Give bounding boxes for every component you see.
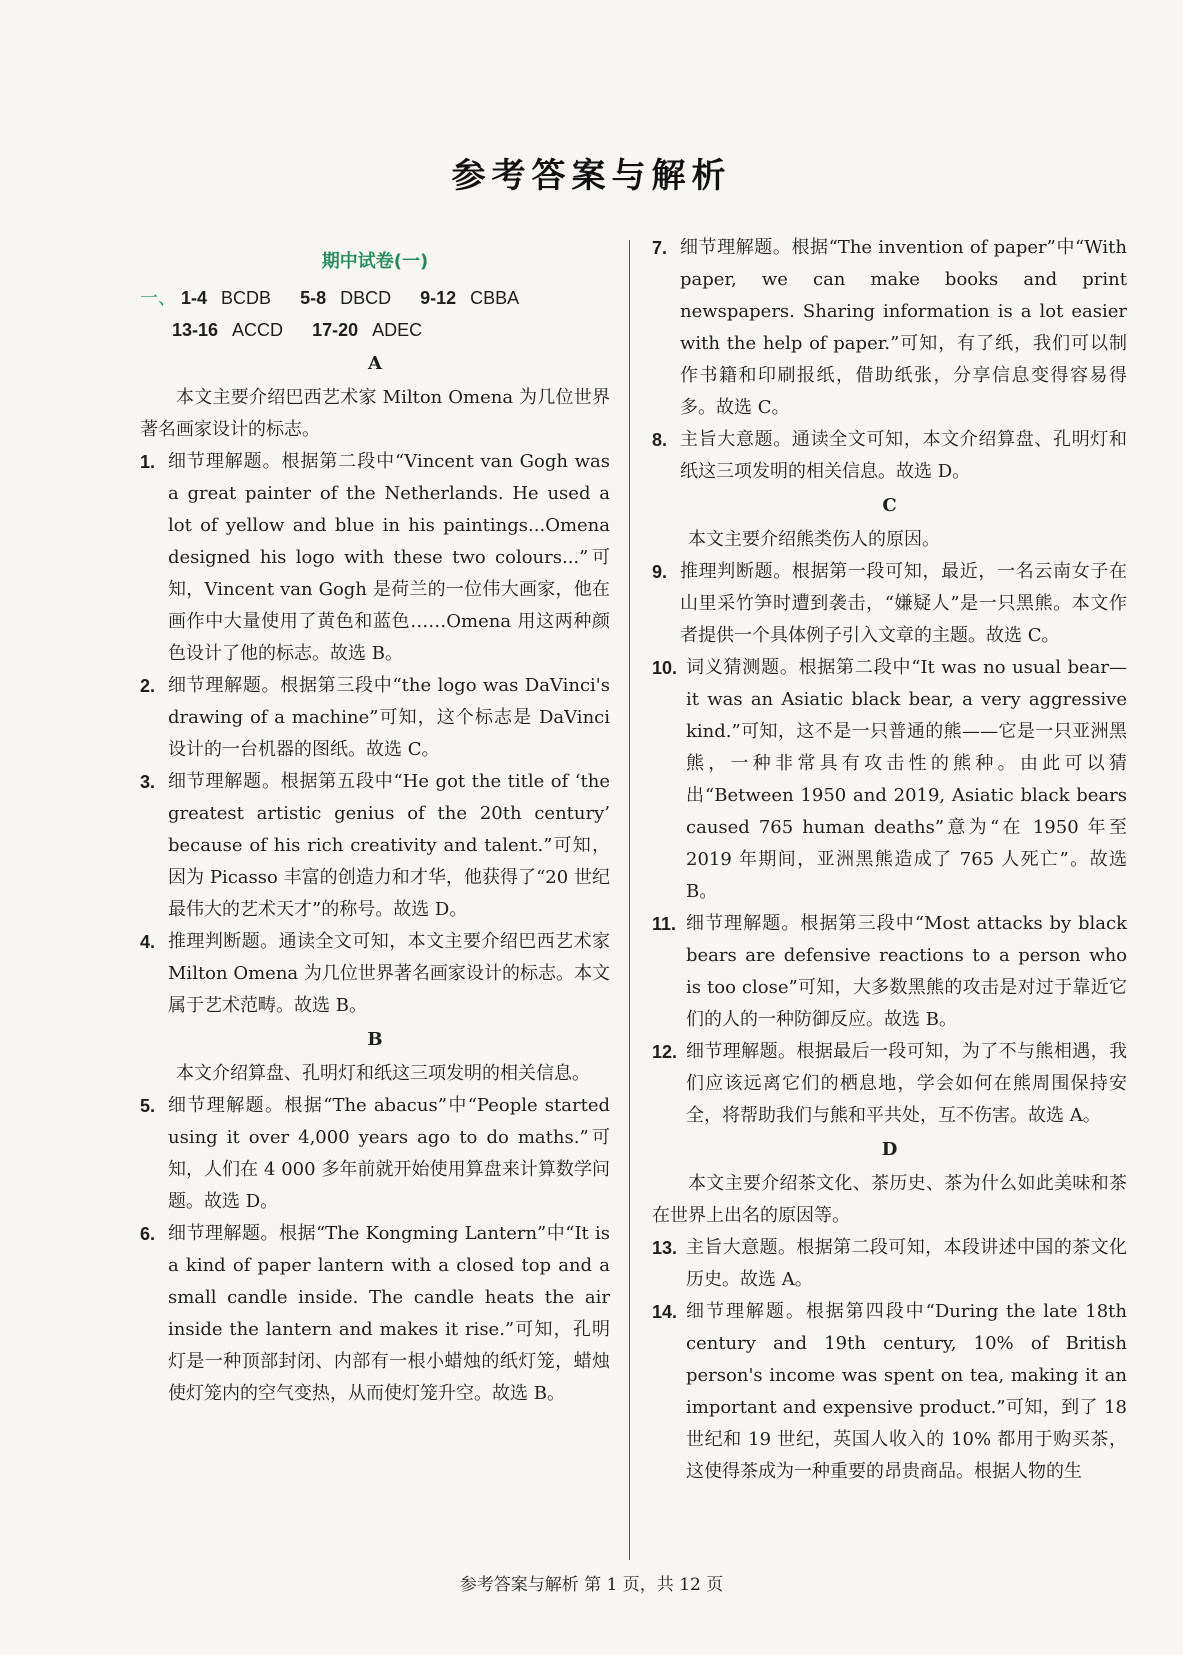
explanation-item [140,926,610,1022]
item-text: 细节理解题。根据“The abacus”中“People started using it over 4,000 years ago to do maths.”可知，人们在 4 000 多年前就开始使用算盘来计算数学问题。故选 D。 [168,1095,610,1212]
right-column [652,232,1127,1488]
item-number: 1. [140,452,156,472]
explanation-item [140,1090,610,1218]
item-text: 主旨大意题。根据第二段可知，本段讲述中国的茶文化历史。故选 A。 [686,1237,1127,1290]
answer-range: 13-16 [172,320,219,340]
passage-c-label: C [882,495,897,516]
item-text: 细节理解题。根据第五段中“He got the title of ‘the greatest artistic genius of the 20th century’ because of his rich creativity and talent.”可知，因为 Picasso 丰富的创造力和才华，他获得了“20 世纪最伟大的艺术天才”的称号。故选 D。 [168,771,610,920]
left-column [140,246,610,1410]
passage-d-intro: 本文主要介绍茶文化、茶历史、茶为什么如此美味和茶在世界上出名的原因等。 [652,1173,1127,1226]
section-title: 期中试卷(一) [321,251,429,272]
item-number: 5. [140,1096,156,1116]
item-text: 细节理解题。根据“The Kongming Lantern”中“It is a kind of paper lantern with a closed top and a small candle inside. The candle heats the air inside the lantern and makes it rise.”可知，孔明灯是一种顶部封闭、内部有一根小蜡烛的纸灯笼，蜡烛使灯笼内的空气变热，从而使灯笼升空。故选 B。 [168,1223,610,1404]
explanation-item [652,1296,1127,1488]
answer-value: CBBA [470,288,520,308]
explanation-item [652,556,1127,652]
item-text: 细节理解题。根据第四段中“During the late 18th century and 19th century, 10% of British person's income was spent on tea, making it an important and expensive product.”可知，到了 18 世纪和 19 世纪，英国人收入的 10% 都用于购买茶，这使得茶成为一种重要的昂贵商品。根据人物的生 [686,1301,1127,1482]
item-text: 细节理解题。根据最后一段可知，为了不与熊相遇，我们应该远离它们的栖息地，学会如何在熊周围保持安全，将帮助我们与熊和平共处，互不伤害。故选 A。 [686,1041,1127,1126]
answer-part-label: 一、 [140,288,176,308]
item-number: 9. [652,562,668,582]
item-text: 细节理解题。根据第三段中“Most attacks by black bears are defensive reactions to a person who is too close”可知，大多数黑熊的攻击是对过于靠近它们的人的一种防御反应。故选 B。 [686,913,1127,1030]
column-divider [629,240,630,1560]
explanation-item [652,652,1127,908]
item-text: 主旨大意题。通读全文可知，本文介绍算盘、孔明灯和纸这三项发明的相关信息。故选 D。 [680,429,1127,482]
answer-value: ADEC [372,320,423,340]
answer-range: 1-4 [181,288,208,308]
explanation-item [652,1036,1127,1132]
answer-row-2 [140,314,610,346]
item-text: 细节理解题。根据第三段中“the logo was DaVinci's drawing of a machine”可知，这个标志是 DaVinci 设计的一台机器的图纸。故选 C。 [168,675,610,760]
answer-range: 5-8 [300,288,327,308]
explanation-item [140,670,610,766]
answer-value: ACCD [232,320,284,340]
item-number: 3. [140,772,156,792]
passage-b-label: B [367,1029,383,1050]
answer-value: DBCD [340,288,392,308]
item-text: 推理判断题。根据第一段可知，最近，一名云南女子在山里采竹笋时遭到袭击，“嫌疑人”是一只黑熊。本文作者提供一个具体例子引入文章的主题。故选 C。 [680,561,1127,646]
item-text: 推理判断题。通读全文可知，本文主要介绍巴西艺术家 Milton Omena 为几位世界著名画家设计的标志。本文属于艺术范畴。故选 B。 [168,931,610,1016]
explanation-item [652,908,1127,1036]
explanation-item [652,424,1127,488]
item-text: 词义猜测题。根据第二段中“It was no usual bear—it was an Asiatic black bear, a very aggressive kind.”可知，这不是一只普通的熊——它是一只亚洲黑熊，一种非常具有攻击性的熊种。由此可以猜出“Between 1950 and 2019, Asiatic black bears caused 765 human deaths”意为“在 1950 年至 2019 年期间，亚洲黑熊造成了 765 人死亡”。故选 B。 [686,657,1127,902]
explanation-item [140,446,610,670]
passage-d-label: D [881,1139,898,1160]
item-number: 6. [140,1224,156,1244]
item-text: 细节理解题。根据第二段中“Vincent van Gogh was a great painter of the Netherlands. He used a lot of yellow and blue in his paintings...Omena designed his logo with these two colours...”可知，Vincent van Gogh 是荷兰的一位伟大画家，他在画作中大量使用了黄色和蓝色……Omena 用这两种颜色设计了他的标志。故选 B。 [168,451,610,664]
explanation-item [140,766,610,926]
answer-row-1 [140,282,610,314]
passage-a-label: A [368,353,382,374]
item-number: 11. [652,914,677,934]
item-text: 细节理解题。根据“The invention of paper”中“With paper, we can make books and print newspapers. Sharing information is a lot easier with the help of paper.”可知，有了纸，我们可以制作书籍和印刷报纸，借助纸张，分享信息变得容易得多。故选 C。 [680,237,1127,418]
answer-range: 9-12 [420,288,457,308]
item-number: 2. [140,676,156,696]
passage-b-intro: 本文介绍算盘、孔明灯和纸这三项发明的相关信息。 [176,1063,590,1084]
page-title: 参考答案与解析 [451,156,732,196]
item-number: 13. [652,1238,678,1258]
explanation-item [652,232,1127,424]
explanation-item [652,1232,1127,1296]
item-number: 4. [140,932,156,952]
item-number: 14. [652,1302,678,1322]
passage-c-intro: 本文主要介绍熊类伤人的原因。 [688,529,940,550]
item-number: 12. [652,1042,678,1062]
answer-value: BCDB [221,288,272,308]
item-number: 8. [652,430,668,450]
explanation-item [140,1218,610,1410]
page-footer: 参考答案与解析 第 1 页，共 12 页 [459,1575,724,1595]
item-number: 10. [652,658,678,678]
answer-range: 17-20 [312,320,359,340]
item-number: 7. [652,238,668,258]
passage-a-intro: 本文主要介绍巴西艺术家 Milton Omena 为几位世界著名画家设计的标志。 [140,387,610,440]
